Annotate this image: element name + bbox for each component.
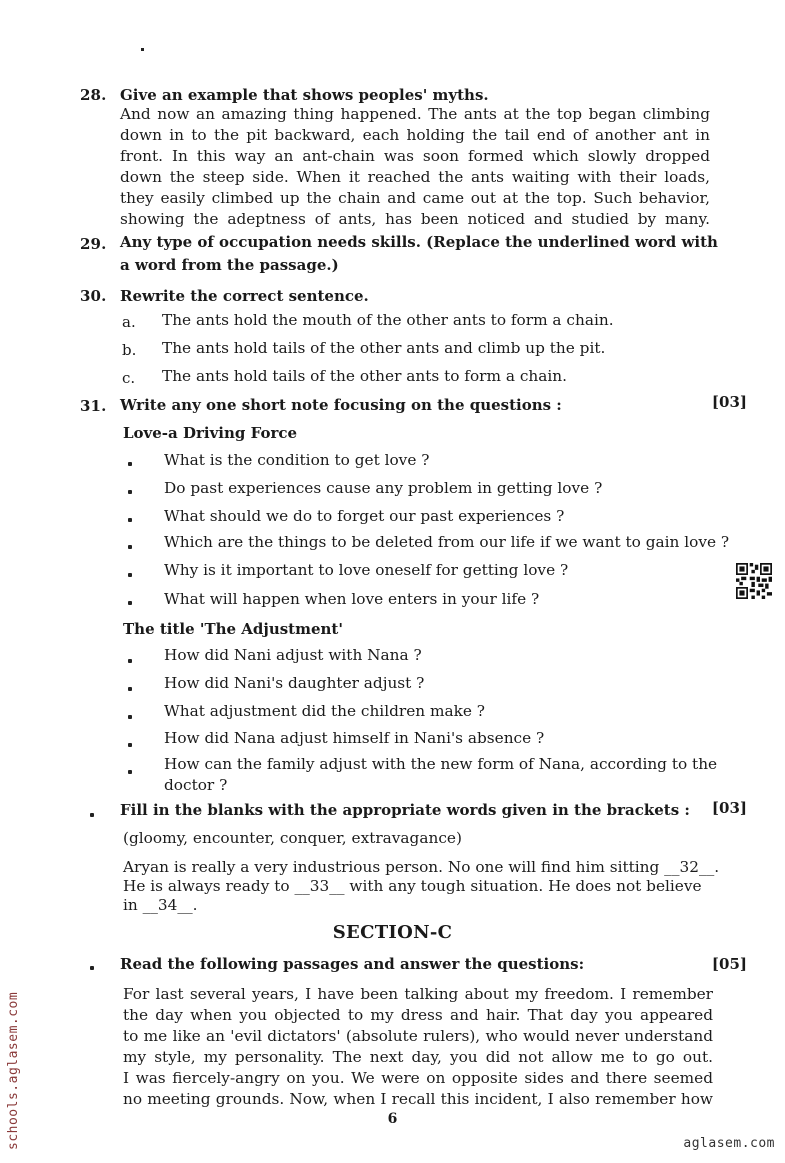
- passage-line: the day when you objected to my dress and hair. That day you appeared: [123, 1006, 713, 1024]
- section-title: SECTION-C: [332, 922, 453, 943]
- passage-line: front. In this way an ant-chain was soon formed which slowly dropped: [120, 147, 710, 165]
- section-c-instruction: Read the following passages and answer the questions:: [120, 955, 585, 973]
- list-item: Which are the things to be deleted from our life if we want to gain love ?: [164, 533, 730, 551]
- bullet-icon: [128, 743, 132, 747]
- passage-line: to me like an 'evil dictators' (absolute rulers), who would never understand: [123, 1027, 713, 1045]
- list-item-continuation: doctor ?: [164, 776, 228, 794]
- option-a-letter: a.: [122, 313, 136, 331]
- fill-blanks-line: He is always ready to __33__ with any tough situation. He does not believe: [123, 877, 702, 895]
- list-item: What adjustment did the children make ?: [164, 702, 485, 720]
- bottom-watermark: aglasem.com: [683, 1136, 775, 1151]
- passage-line: no meeting grounds. Now, when I recall this incident, I also remember how: [123, 1090, 713, 1108]
- option-c-letter: c.: [122, 369, 136, 387]
- bullet-icon: [128, 659, 132, 663]
- bullet-icon: [128, 573, 132, 577]
- fill-blanks-line: in __34__.: [123, 896, 198, 914]
- list-item: What will happen when love enters in your life ?: [164, 590, 540, 608]
- passage-line: down the steep side. When it reached the ants waiting with their loads,: [120, 168, 710, 186]
- bullet-icon: [90, 813, 94, 817]
- page-number: 6: [387, 1111, 398, 1127]
- passage-line: And now an amazing thing happened. The ants at the top began climbing: [120, 105, 710, 123]
- q30-text: Rewrite the correct sentence.: [120, 287, 369, 305]
- passage-line: I was fiercely-angry on you. We were on opposite sides and there seemed: [123, 1069, 713, 1087]
- q29-text-line2: a word from the passage.): [120, 256, 339, 274]
- fill-blanks-instruction: Fill in the blanks with the appropriate words given in the brackets :: [120, 801, 690, 819]
- bullet-icon: [128, 601, 132, 605]
- list-item: How can the family adjust with the new form of Nana, according to the: [164, 755, 718, 773]
- q28-text: Give an example that shows peoples' myths.: [120, 86, 489, 104]
- q31-text: Write any one short note focusing on the questions :: [120, 396, 562, 414]
- q30-number: 30.: [80, 287, 107, 305]
- q31-number: 31.: [80, 397, 107, 415]
- option-a-text: The ants hold the mouth of the other ants to form a chain.: [162, 311, 614, 329]
- bullet-icon: [128, 518, 132, 522]
- fill-blanks-line: Aryan is really a very industrious person. No one will find him sitting __32__.: [123, 858, 720, 876]
- bullet-icon: [128, 715, 132, 719]
- list-item: What is the condition to get love ?: [164, 451, 430, 469]
- passage-line: For last several years, I have been talking about my freedom. I remember: [123, 985, 713, 1003]
- list-item: Why is it important to love oneself for getting love ?: [164, 561, 569, 579]
- option-c-text: The ants hold tails of the other ants to form a chain.: [162, 367, 567, 385]
- q28-number: 28.: [80, 86, 107, 104]
- section-c-marks: [05]: [711, 955, 747, 973]
- list-item: How did Nani's daughter adjust ?: [164, 674, 425, 692]
- qr-code-icon: [736, 563, 772, 599]
- passage-line: my style, my personality. The next day, you did not allow me to go out.: [123, 1048, 713, 1066]
- topic2-title: The title 'The Adjustment': [123, 620, 343, 638]
- bullet-icon: [128, 687, 132, 691]
- bullet-icon: [128, 770, 132, 774]
- q29-number: 29.: [80, 235, 107, 253]
- list-item: Do past experiences cause any problem in getting love ?: [164, 479, 603, 497]
- fill-blanks-marks: [03]: [711, 799, 747, 817]
- option-b-text: The ants hold tails of the other ants and climb up the pit.: [162, 339, 606, 357]
- side-watermark: schools.aglasem.com: [6, 991, 21, 1150]
- bullet-icon: [128, 462, 132, 466]
- word-bank: (gloomy, encounter, conquer, extravagance): [123, 829, 462, 847]
- scan-speck: [141, 48, 144, 51]
- q29-text-line1: Any type of occupation needs skills. (Replace the underlined word with: [120, 233, 718, 251]
- passage-line: down in to the pit backward, each holding the tail end of another ant in: [120, 126, 710, 144]
- passage-line: they easily climbed up the chain and came out at the top. Such behavior,: [120, 189, 710, 207]
- bullet-icon: [90, 966, 94, 970]
- bullet-icon: [128, 490, 132, 494]
- option-b-letter: b.: [122, 341, 137, 359]
- passage-line: showing the adeptness of ants, has been noticed and studied by many.: [120, 210, 710, 228]
- q31-marks: [03]: [711, 393, 747, 411]
- bullet-icon: [128, 545, 132, 549]
- list-item: How did Nana adjust himself in Nani's absence ?: [164, 729, 545, 747]
- list-item: How did Nani adjust with Nana ?: [164, 646, 422, 664]
- topic1-title: Love-a Driving Force: [123, 424, 298, 442]
- list-item: What should we do to forget our past experiences ?: [164, 507, 565, 525]
